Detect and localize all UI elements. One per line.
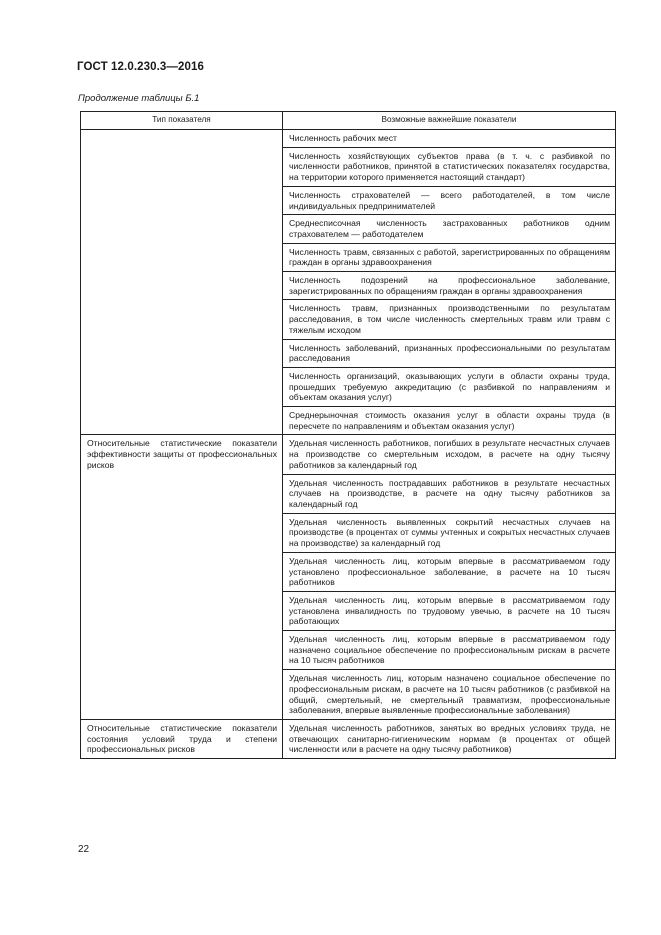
- indicator-cell: Удельная численность пострадавших работников в результате несчастных случаев на производстве, в расчете на одну тысячу работников за календарный год: [283, 474, 616, 513]
- document-code: ГОСТ 12.0.230.3—2016: [77, 61, 204, 73]
- indicator-type-cell: Относительные статистические показатели состояния условий труда и степени профессиональных рисков: [81, 719, 283, 758]
- page-number: 22: [78, 844, 90, 855]
- indicator-cell: Среднерыночная стоимость оказания услуг в области охраны труда (в пересчете по направлениям и объектам оказания услуг): [283, 407, 616, 435]
- indicator-cell: Удельная численность работников, погибших в результате несчастных случаев на производстве со смертельным исходом, в расчете на одну тысячу работников за календарный год: [283, 435, 616, 474]
- table-row: [81, 130, 616, 148]
- indicator-cell: Удельная численность выявленных сокрытий несчастных случаев на производстве (в процентах от суммы учтенных и сокрытых несчастных случаев на производстве) за календарный год: [283, 513, 616, 552]
- indicator-cell: Удельная численность лиц, которым впервые в рассматриваемом году установлено профессиональное заболевание, в расчете на 10 тысяч работников: [283, 552, 616, 591]
- table-row: [81, 435, 616, 474]
- indicator-cell: Удельная численность лиц, которым впервые в рассматриваемом году назначено социальное обеспечение по профессиональным рискам в расчете на 10 тысяч работников: [283, 631, 616, 670]
- indicator-cell: Численность организаций, оказывающих услуги в области охраны труда, прошедших требуемую аккредитацию (с разбивкой по направлениям и объектам оказания услуг): [283, 367, 616, 406]
- indicator-cell: Удельная численность лиц, которым впервые в рассматриваемом году установлена инвалидность по трудовому увечью, в расчете на 10 тысяч работающих: [283, 591, 616, 630]
- indicator-cell: Удельная численность работников, занятых во вредных условиях труда, не отвечающих санитарно-гигиеническим нормам (в процентах от общей численности или в расчете на одну тысячу работников): [283, 719, 616, 758]
- column-header-indicators: Возможные важнейшие показатели: [283, 112, 616, 130]
- indicator-type-cell: [81, 130, 283, 435]
- column-header-type: Тип показателя: [81, 112, 283, 130]
- indicator-cell: Удельная численность лиц, которым назначено социальное обеспечение по профессиональным рискам, в расчете на 10 тысяч работников (с разбивкой на общий, смертельный, не смертельный травматизм, профессиональные заболевания, впервые выявленные профессиональные заболевания): [283, 670, 616, 720]
- indicators-table: [80, 111, 616, 759]
- indicator-cell: Численность подозрений на профессиональное заболевание, зарегистрированных по обращениям граждан в органы здравоохранения: [283, 272, 616, 300]
- indicator-cell: Численность страхователей — всего работодателей, в том числе индивидуальных предпринимателей: [283, 186, 616, 214]
- indicator-cell: Численность травм, признанных производственными по результатам расследования, в том числе численность смертельных травм или травм с тяжелым исходом: [283, 300, 616, 339]
- indicator-cell: Численность травм, связанных с работой, зарегистрированных по обращениям граждан в органы здравоохранения: [283, 243, 616, 271]
- indicator-cell: Среднесписочная численность застрахованных работников одним страхователем — работодателем: [283, 215, 616, 243]
- indicator-type-cell: Относительные статистические показатели эффективности защиты от профессиональных рисков: [81, 435, 283, 719]
- indicator-cell: Численность хозяйствующих субъектов права (в т. ч. с разбивкой по численности работников, принятой в статистических показателях государства, на территории которого применяется настоящий стандарт): [283, 147, 616, 186]
- indicator-cell: Численность рабочих мест: [283, 130, 616, 148]
- indicator-cell: Численность заболеваний, признанных профессиональными по результатам расследования: [283, 339, 616, 367]
- table-header-row: [81, 112, 616, 130]
- table-row: [81, 719, 616, 758]
- table-body: [81, 130, 616, 759]
- table-caption: Продолжение таблицы Б.1: [78, 93, 200, 104]
